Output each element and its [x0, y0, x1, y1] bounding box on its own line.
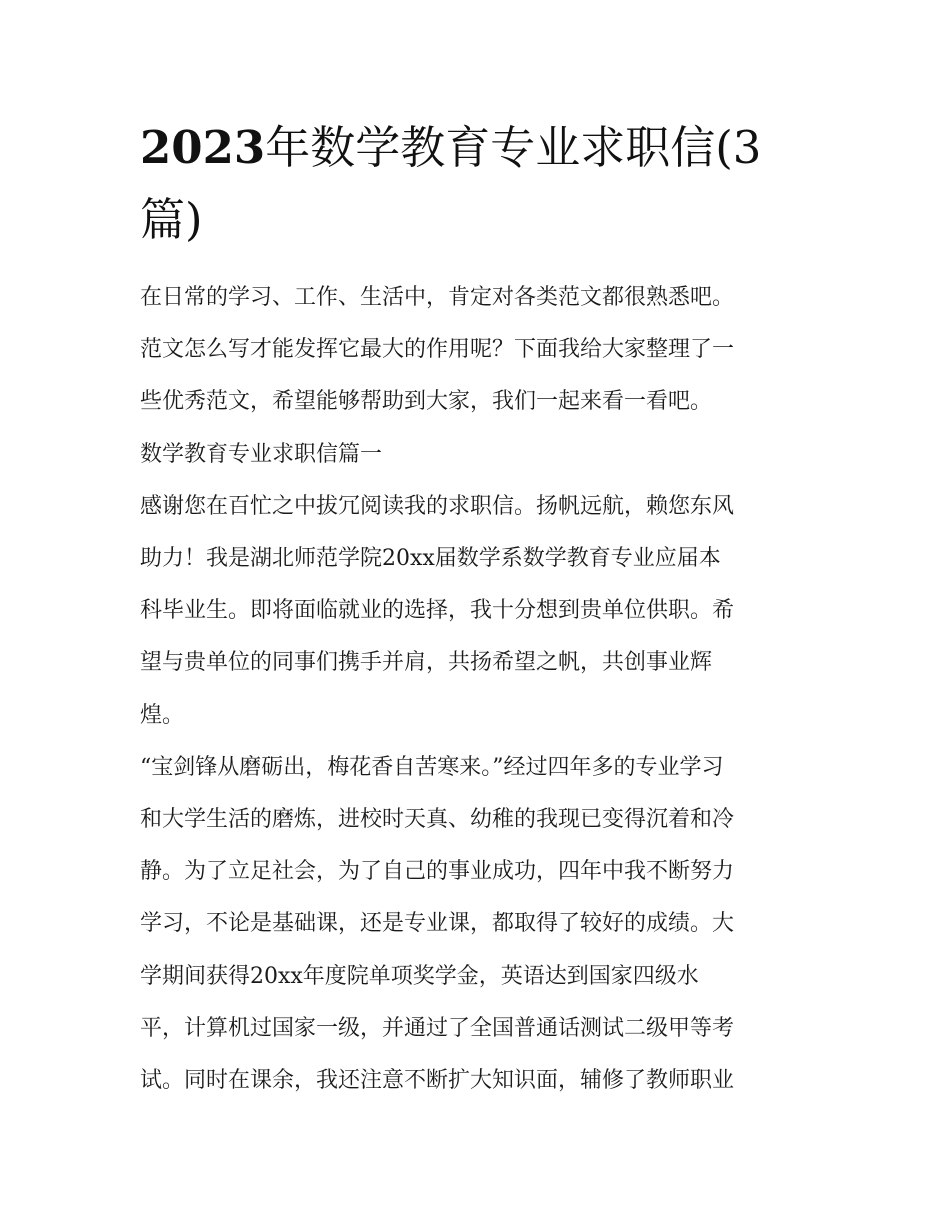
text-line: 望与贵单位的同事们携手并肩，共扬希望之帆，共创事业辉	[140, 650, 713, 676]
section-heading	[140, 429, 816, 481]
intro-paragraph	[140, 272, 816, 429]
text-line: 和大学生活的磨炼，进校时天真、幼稚的我现已变得沉着和冷	[140, 807, 735, 833]
title-text: 年数学教育专业求职信(3篇)	[140, 121, 762, 246]
document-body	[140, 272, 816, 1107]
text-line: 数学教育专业求职信篇一	[140, 441, 383, 467]
text-line: 静。为了立足社会，为了自己的事业成功，四年中我不断努力	[140, 859, 735, 885]
text-line: 在日常的学习、工作、生活中，肯定对各类范文都很熟悉吧。	[140, 285, 735, 310]
text-line: 科毕业生。即将面临就业的选择，我十分想到贵单位供职。希	[140, 598, 735, 624]
text-line: 试。同时在课余，我还注意不断扩大知识面，辅修了教师职业	[140, 1068, 735, 1094]
text-line: 学习，不论是基础课，还是专业课，都取得了较好的成绩。大	[140, 911, 735, 937]
text-line: 范文怎么写才能发挥它最大的作用呢？下面我给大家整理了一	[140, 337, 735, 363]
text-line: 感谢您在百忙之中拔冗阅读我的求职信。扬帆远航，赖您东风	[140, 493, 735, 519]
text-line: 学期间获得20xx年度院单项奖学金，英语达到国家四级水	[140, 963, 699, 989]
body-paragraph	[140, 742, 816, 1107]
title-year: 2023	[140, 121, 266, 174]
text-line: 平，计算机过国家一级，并通过了全国普通话测试二级甲等考	[140, 1015, 735, 1041]
body-paragraph	[140, 481, 816, 742]
document-title	[140, 112, 820, 256]
text-line: 些优秀范文，希望能够帮助到大家，我们一起来看一看吧。	[140, 389, 713, 415]
text-line: 助力！我是湖北师范学院20xx届数学系数学教育专业应届本	[140, 546, 721, 572]
text-line: “宝剑锋从磨砺出，梅花香自苦寒来。”经过四年多的专业学习	[140, 754, 724, 780]
text-line: 煌。	[140, 702, 185, 728]
